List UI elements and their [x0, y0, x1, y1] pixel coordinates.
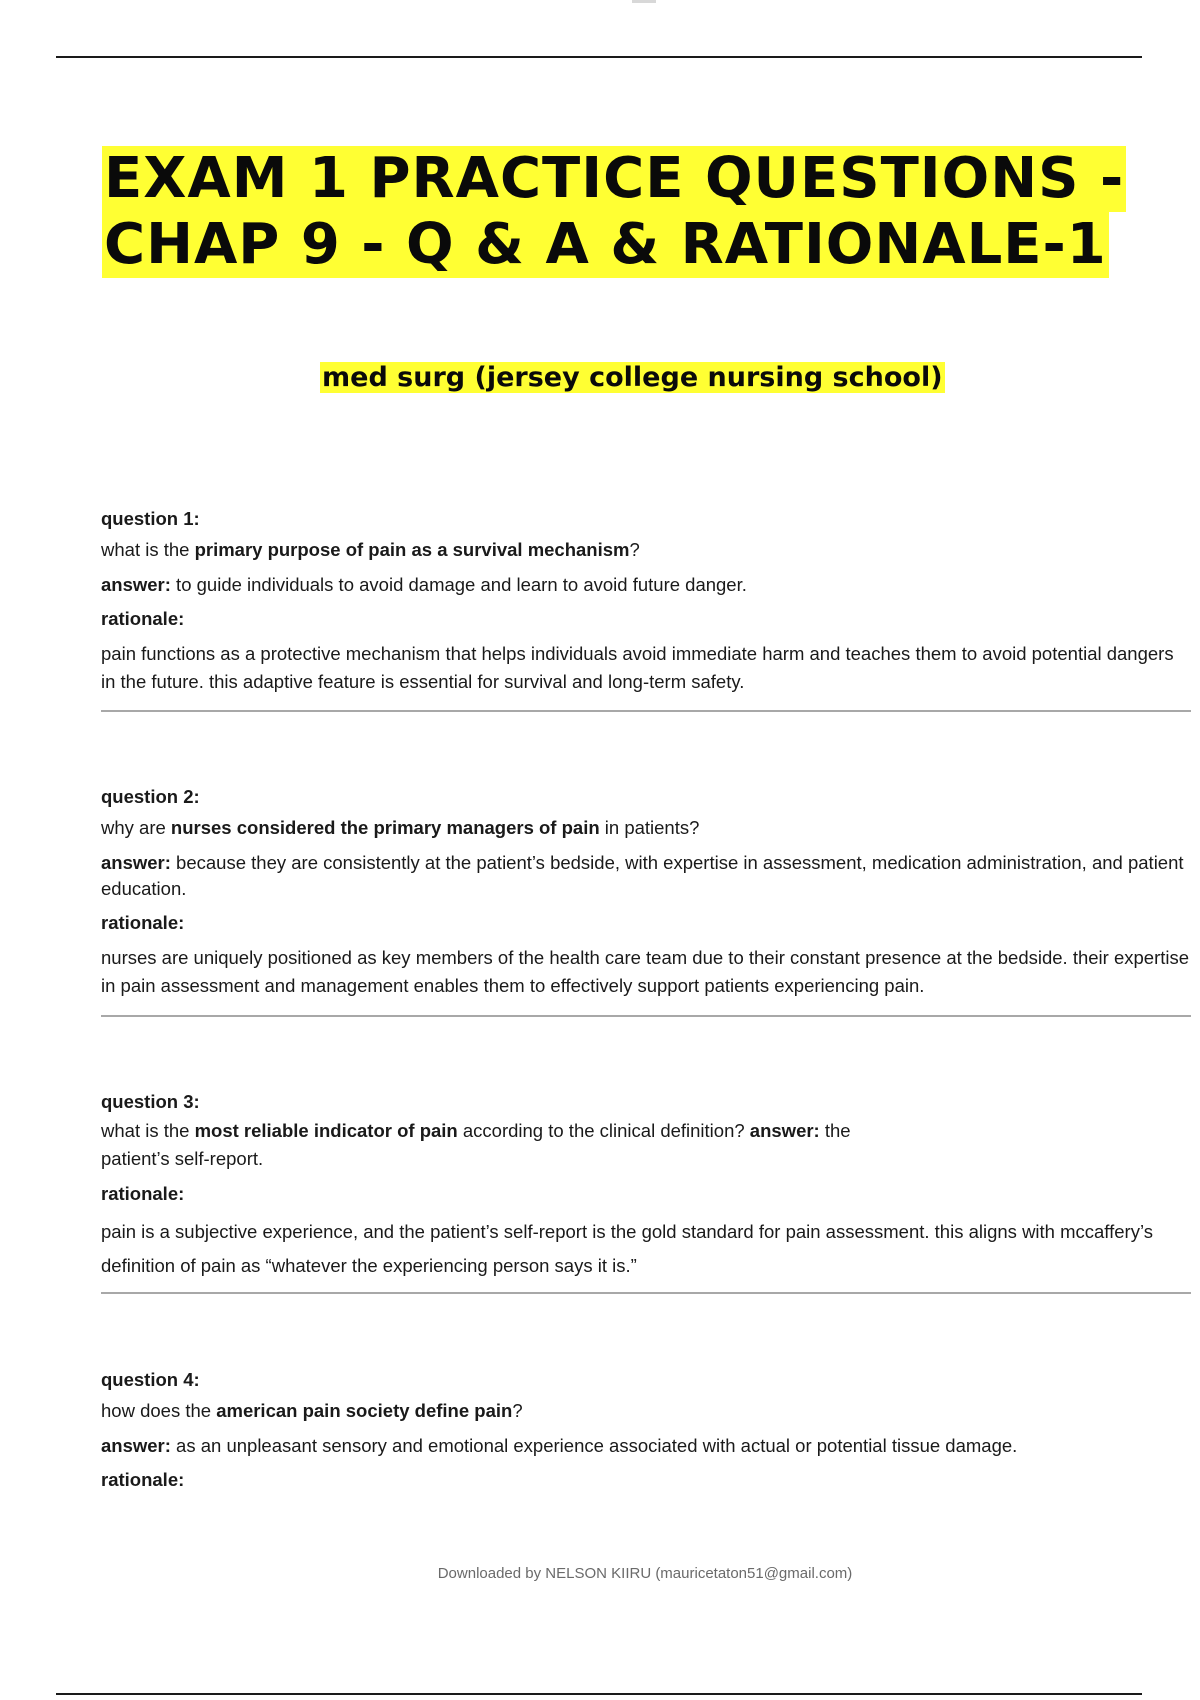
rationale-label: rationale:: [101, 608, 185, 629]
question-text-pre: how does the: [101, 1400, 217, 1421]
rationale-label: rationale:: [101, 1469, 185, 1490]
question-text: [101, 1395, 1191, 1427]
answer-label: answer:: [101, 1435, 171, 1456]
header-rule: [56, 56, 1142, 58]
question-divider: [101, 1292, 1191, 1294]
rationale-label: rationale:: [101, 912, 185, 933]
document-subtitle: [320, 360, 945, 396]
question-text: [101, 1117, 921, 1173]
question-block-2: [101, 782, 1191, 1000]
answer: [101, 1433, 1191, 1459]
question-text-post: ?: [512, 1400, 523, 1421]
question-text-post: in patients?: [599, 817, 700, 838]
question-text-emphasis: nurses considered the primary managers of pain: [170, 817, 600, 838]
answer: [101, 850, 1191, 902]
rationale-text: pain functions as a protective mechanism that helps individuals avoid immediate harm and teaches them to avoid potential dangers in the future. this adaptive feature is essential for survival and long-term safety.: [101, 643, 1174, 692]
answer-text: as an unpleasant sensory and emotional experience associated with actual or potential tissue damage.: [170, 1435, 1018, 1456]
title-line-2: CHAP 9 - Q & A & RATIONALE-1: [104, 212, 1107, 277]
question-text-post: ?: [629, 539, 640, 560]
question-label: question 4:: [101, 1369, 200, 1390]
question-text-pre: what is the: [101, 1120, 195, 1141]
footer-rule: [56, 1693, 1142, 1695]
answer: [101, 572, 1191, 598]
question-block-3: [101, 1087, 1191, 1283]
question-block-1: [101, 504, 1191, 696]
question-text-emphasis: primary purpose of pain as a survival mechanism: [194, 539, 630, 560]
question-text-pre: why are: [101, 817, 171, 838]
document-title: [102, 146, 1126, 278]
subtitle-text: med surg (jersey college nursing school): [322, 362, 943, 393]
rationale-label: rationale:: [101, 1183, 185, 1204]
answer-text: because they are consistently at the patient’s bedside, with expertise in assessment, medication administration, and patient education.: [101, 852, 1184, 899]
top-edge-mark: [632, 0, 656, 3]
question-text-post: according to the clinical definition?: [457, 1120, 750, 1141]
download-footer: Downloaded by NELSON KIIRU (mauricetaton51@gmail.com): [437, 1565, 853, 1582]
rationale-text: pain is a subjective experience, and the patient’s self-report is the gold standard for pain assessment. this aligns with mccaffery’s definition of pain as “whatever the experiencing person says it is.”: [101, 1221, 1153, 1276]
question-divider: [101, 710, 1191, 712]
question-block-4: [101, 1365, 1191, 1495]
title-line-1: EXAM 1 PRACTICE QUESTIONS -: [104, 146, 1125, 211]
question-text-emphasis: american pain society define pain: [216, 1400, 513, 1421]
answer-text: to guide individuals to avoid damage and learn to avoid future danger.: [170, 574, 747, 595]
answer-label: answer:: [749, 1120, 820, 1141]
answer-text: the patient’s self-report.: [101, 1120, 851, 1169]
question-divider: [101, 1015, 1191, 1017]
question-label: question 1:: [101, 508, 200, 529]
rationale-text: nurses are uniquely positioned as key members of the health care team due to their constant presence at the bedside. their expertise in pain assessment and management enables them to effectively support patients experiencing pain.: [101, 947, 1190, 996]
question-text: [101, 812, 1191, 844]
answer-label: answer:: [101, 574, 171, 595]
question-text: [101, 534, 1191, 566]
question-label: question 2:: [101, 786, 200, 807]
answer-label: answer:: [101, 852, 171, 873]
question-text-pre: what is the: [101, 539, 195, 560]
question-text-emphasis: most reliable indicator of pain: [194, 1120, 458, 1141]
question-label: question 3:: [101, 1091, 200, 1112]
